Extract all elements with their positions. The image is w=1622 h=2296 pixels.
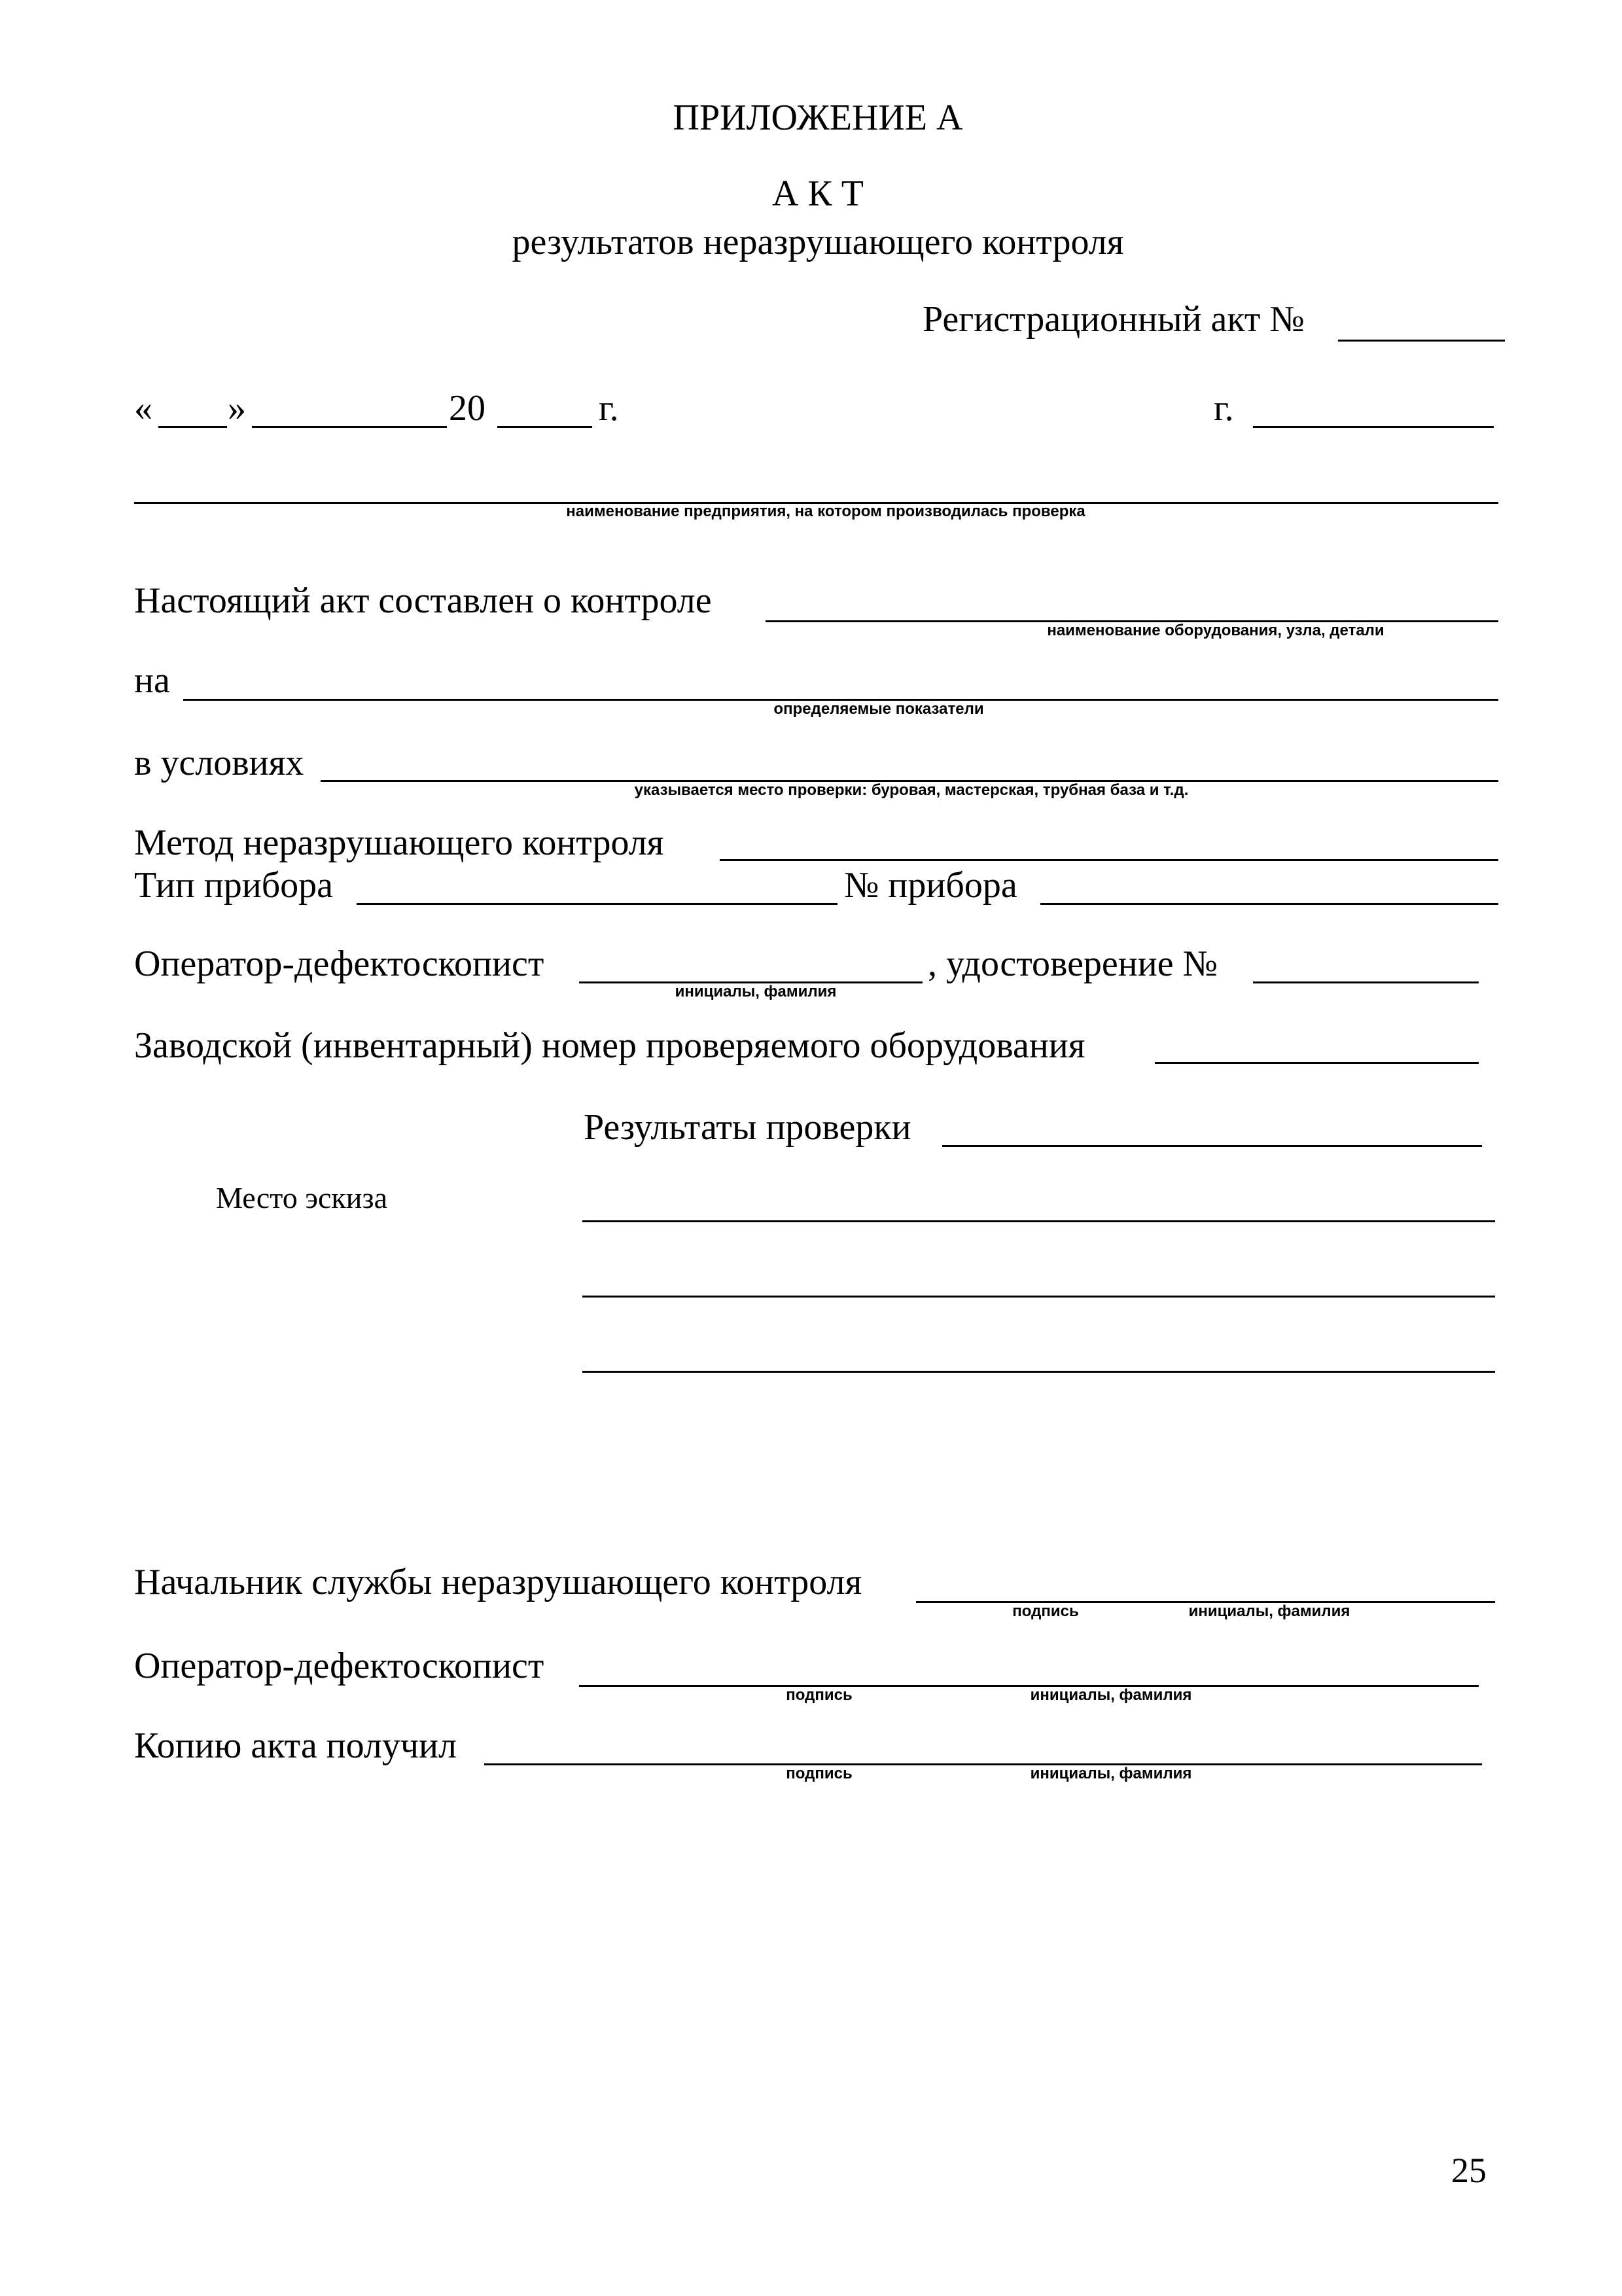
registration-number-field[interactable] <box>1338 340 1505 342</box>
control-caption: наименование оборудования, узла, детали <box>1047 622 1384 639</box>
signature-caption-name-copy: инициалы, фамилия <box>1030 1765 1192 1782</box>
device-number-field[interactable] <box>1040 903 1498 905</box>
signature-field-copy[interactable] <box>484 1763 1482 1765</box>
signature-caption-sign-head: подпись <box>1012 1602 1079 1620</box>
results-line-3[interactable] <box>582 1371 1495 1373</box>
device-type-field[interactable] <box>357 903 837 905</box>
conditions-label: в условиях <box>134 743 304 783</box>
signature-caption-sign-operator: подпись <box>786 1686 853 1704</box>
conditions-caption: указывается место проверки: буровая, мастерская, трубная база и т.д. <box>634 781 1189 799</box>
signature-caption-sign-copy: подпись <box>786 1765 853 1782</box>
appendix-title: ПРИЛОЖЕНИЕ А <box>673 97 963 138</box>
document-subtitle: результатов неразрушающего контроля <box>512 222 1124 262</box>
year-prefix: 20 <box>449 388 485 429</box>
operator-label: Оператор-дефектоскопист <box>134 944 544 984</box>
signature-field-operator[interactable] <box>579 1685 1479 1687</box>
certificate-label: , удостоверение № <box>928 944 1218 984</box>
city-field[interactable] <box>1253 426 1494 428</box>
signature-label-head: Начальник службы неразрушающего контроля <box>134 1562 862 1602</box>
method-label: Метод неразрушающего контроля <box>134 822 664 863</box>
day-field[interactable] <box>158 426 227 428</box>
device-type-label: Тип прибора <box>134 865 334 906</box>
year-suffix: г. <box>599 388 619 429</box>
factory-number-field[interactable] <box>1155 1062 1479 1064</box>
results-label: Результаты проверки <box>584 1107 911 1148</box>
sketch-area-label: Место эскиза <box>216 1181 387 1214</box>
factory-number-label: Заводской (инвентарный) номер проверяемого оборудования <box>134 1025 1085 1066</box>
results-field[interactable] <box>942 1145 1482 1147</box>
operator-caption: инициалы, фамилия <box>675 983 837 1000</box>
signature-label-operator: Оператор-дефектоскопист <box>134 1646 544 1686</box>
date-close-quote: » <box>228 388 246 429</box>
method-field[interactable] <box>720 859 1498 861</box>
signature-caption-name-head: инициалы, фамилия <box>1188 1602 1350 1620</box>
registration-label: Регистрационный акт № <box>923 299 1305 340</box>
enterprise-caption: наименование предприятия, на котором производилась проверка <box>566 503 1085 520</box>
page-number: 25 <box>1451 2151 1487 2190</box>
signature-caption-name-operator: инициалы, фамилия <box>1030 1686 1192 1704</box>
city-prefix: г. <box>1214 388 1234 429</box>
certificate-number-field[interactable] <box>1253 981 1479 983</box>
indicators-label: на <box>134 660 170 701</box>
year-field[interactable] <box>497 426 592 428</box>
signature-label-copy: Копию акта получил <box>134 1725 457 1766</box>
results-line-2[interactable] <box>582 1296 1495 1298</box>
device-number-label: № прибора <box>844 865 1017 906</box>
results-line-1[interactable] <box>582 1220 1495 1222</box>
indicators-caption: определяемые показатели <box>773 700 984 718</box>
document-type-title: А К Т <box>772 173 864 214</box>
control-label: Настоящий акт составлен о контроле <box>134 580 712 621</box>
date-open-quote: « <box>134 388 152 429</box>
month-field[interactable] <box>252 426 447 428</box>
